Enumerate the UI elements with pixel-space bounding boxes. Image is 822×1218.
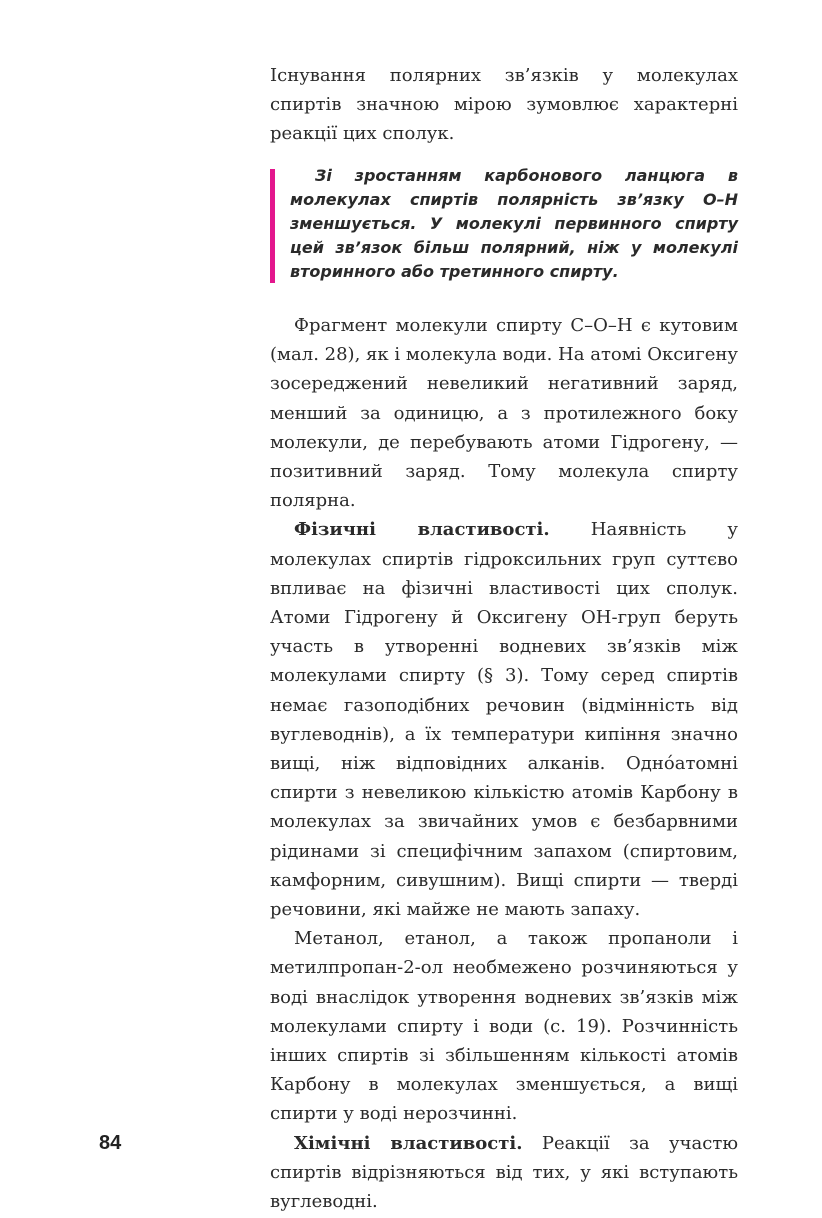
paragraph-molecule-structure [270, 311, 738, 515]
paragraph-chemical-properties [270, 1129, 738, 1217]
paragraph-solubility [270, 924, 738, 1128]
highlight-callout [270, 164, 738, 284]
paragraph-physical-properties [270, 515, 738, 924]
section-heading-chemical: Хімічні властивості. [294, 1132, 523, 1154]
main-text [270, 311, 738, 1216]
paragraph-text: Наявність у молекулах спиртів гідроксильних груп суттєво впливає на фізичні властивості цих сполук. Атоми Гідрогену й Оксигену ОН-груп беруть участь в утворенні водневих зв’язків між молекулами спирту (§ 3). Тому серед спиртів немає газоподібних речовин (відмінність від вуглеводнів), а їх температури кипіння значно вищі, ніж відповідних алканів. Однóатомні спирти з невеликою кількістю атомів Карбону в молекулах за звичайних умов є безбарвними рідинами зі специфічним запахом (спиртовим, камфорним, сивушним). Вищі спирти — тверді речовини, які майже не мають запаху. [270, 519, 739, 921]
callout-accent-bar [270, 169, 275, 283]
section-heading-physical: Фізичні властивості. [294, 519, 550, 541]
page-number: 84 [99, 1132, 122, 1154]
paragraph-text: Реакції за участю спиртів відрізняються від тих, у які вступають вуглеводні. [270, 1132, 738, 1213]
intro-paragraph: Існування полярних зв’язків у молекулах спиртів значною мірою зумовлює характерні реакції цих сполук. [270, 65, 738, 145]
intro-section [270, 61, 738, 149]
paragraph-text: Метанол, етанол, а також пропаноли і метилпропан-2-ол необмежено розчиняються у воді внаслідок утворення водневих зв’язків між молекулами спирту і води (с. 19). Розчинність інших спиртів зі збільшенням кількості атомів Карбону в молекулах зменшується, а вищі спирти у воді нерозчинні. [270, 928, 738, 1125]
callout-text: Зі зростанням карбонового ланцюга в молекулах спиртів полярність зв’язку О–Н зменшується. У молекулі первинного спирту цей зв’язок більш полярний, ніж у молекулі вторинного або третинного спирту. [290, 166, 738, 281]
paragraph-text: Фрагмент молекули спирту С–О–Н є кутовим (мал. 28), як і молекула води. На атомі Оксигену зосереджений невеликий негативний заряд, менший за одиницю, а з протилежного боку молекули, де перебувають атоми Гідрогену, — позитивний заряд. Тому молекула спирту полярна. [270, 315, 738, 512]
